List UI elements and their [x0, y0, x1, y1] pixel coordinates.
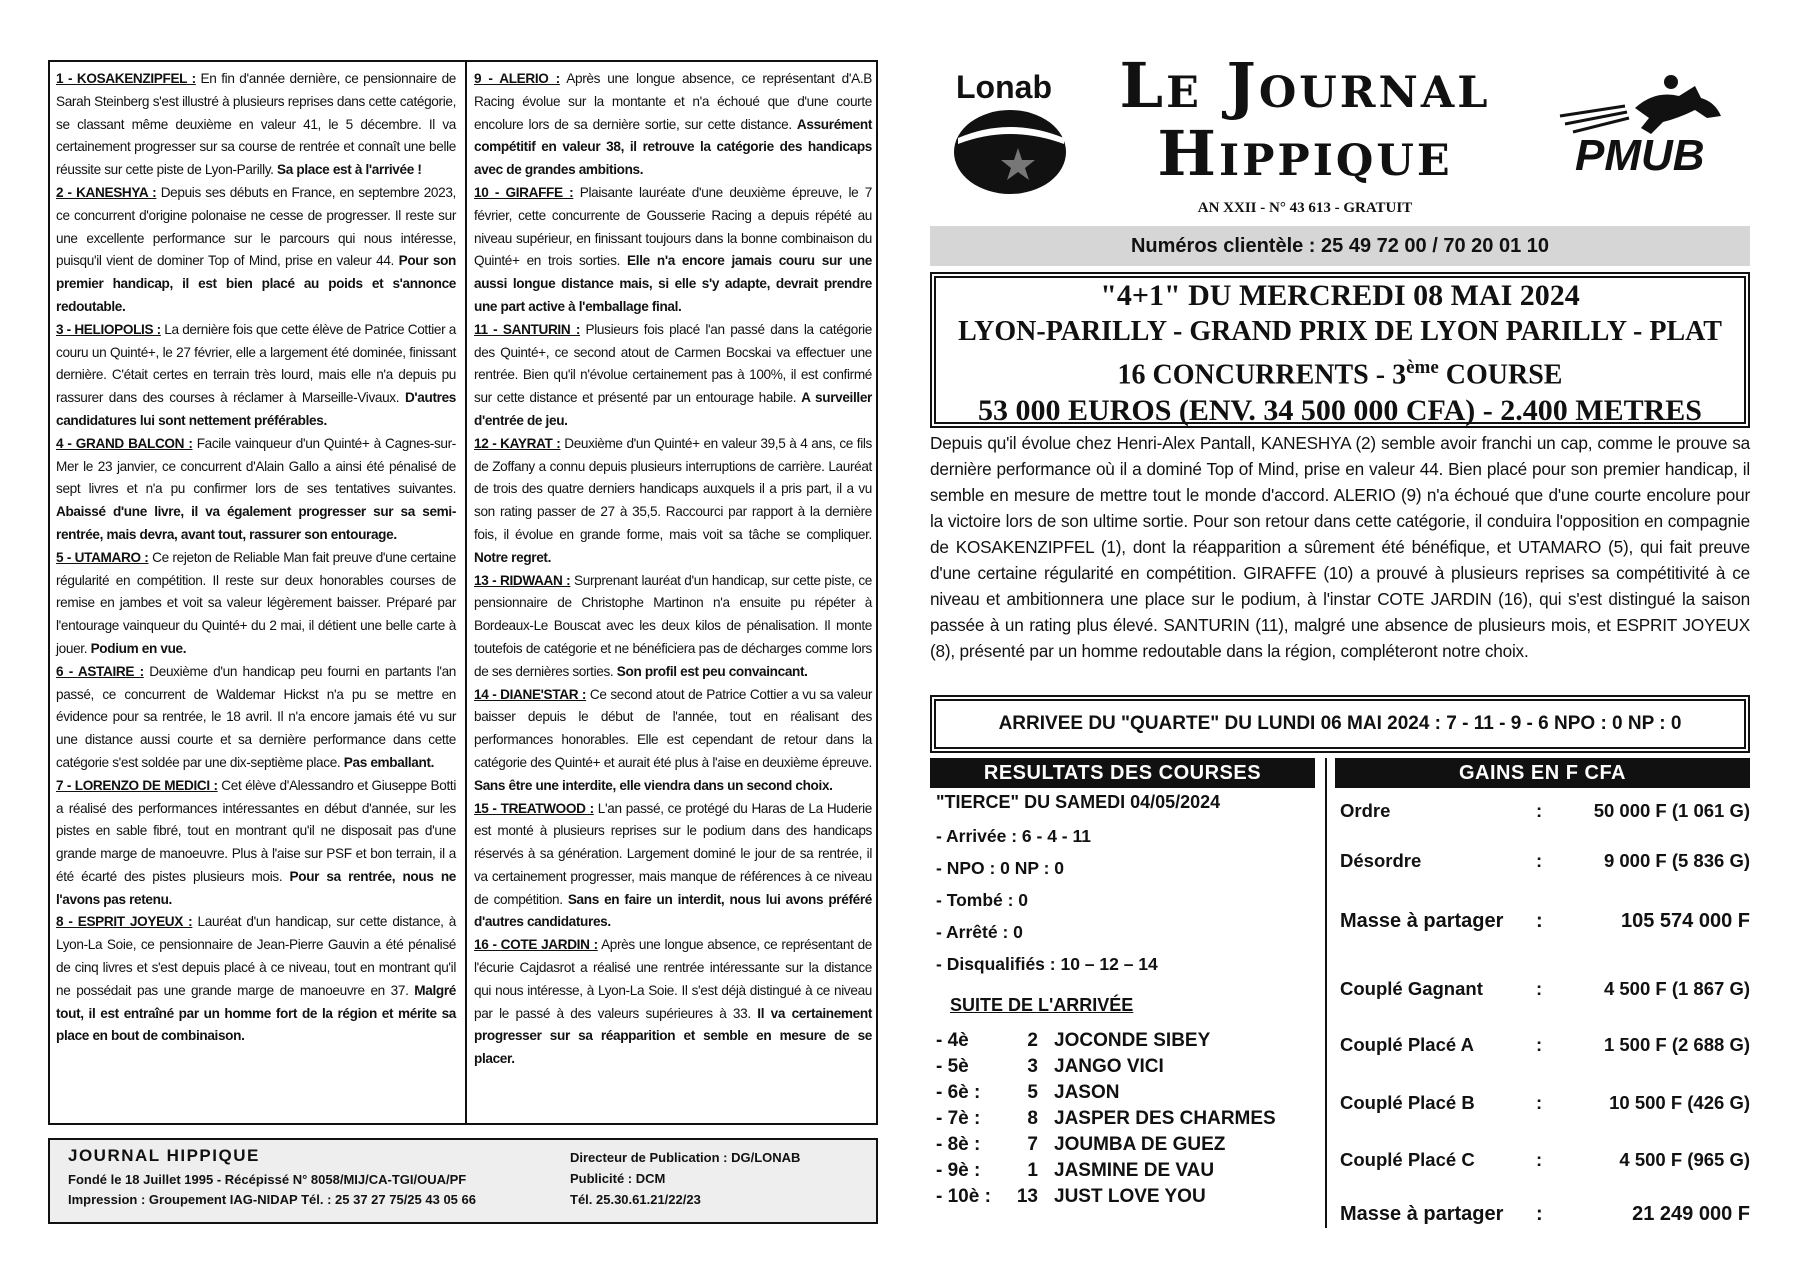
- horse-entry: [474, 798, 872, 935]
- horse-entry: [56, 547, 456, 661]
- horse-entry-verdict: Pour sa rentrée, nous ne l'avons pas retenu.: [56, 868, 456, 907]
- horse-entry-title: 13 - RIDWAAN :: [474, 572, 571, 588]
- horse-entry: [474, 182, 872, 319]
- footer-printing: Impression : Groupement IAG-NIDAP Tél. : 25 37 27 75/25 43 05 66: [68, 1192, 476, 1207]
- horse-entry: [474, 433, 872, 570]
- gain-label: Couplé Gagnant: [1340, 978, 1483, 999]
- horse-entry-title: 2 - KANESHYA :: [56, 184, 157, 200]
- race-line-3-b: COURSE: [1438, 359, 1563, 391]
- suite-horse-number: 13: [1016, 1186, 1038, 1207]
- horse-entry-text: Après une longue absence, ce représentant d'A.B Racing évolue sur la montante et n'a échoué que d'une courte encolure lors de sa dernière sortie, sur cette distance.: [474, 71, 872, 132]
- horse-entry-verdict: Sans en faire un interdit, nous lui avons préféré d'autres candidatures.: [474, 891, 872, 930]
- suite-horse-name: JASON: [1054, 1082, 1120, 1103]
- gain-colon: :: [1536, 910, 1543, 932]
- descriptions-column-right: [474, 68, 872, 1071]
- suite-horse-name: JASMINE DE VAU: [1054, 1160, 1215, 1181]
- race-line-4: 53 000 EUROS (ENV. 34 500 000 CFA) - 2.400 METRES: [978, 394, 1702, 428]
- race-line-3-a: 16 CONCURRENTS - 3: [1117, 359, 1407, 391]
- race-title-box: [930, 272, 1750, 428]
- gain-label: Ordre: [1340, 800, 1391, 821]
- suite-horse-number: 8: [1027, 1108, 1038, 1129]
- horse-entry: [474, 684, 872, 798]
- tierce-title: "TIERCE" DU SAMEDI 04/05/2024: [936, 792, 1221, 812]
- horse-entry-text: Plaisante lauréate d'une deuxième épreuve, le 7 février, cette concurrente de Gousserie Racing a depuis répété au niveau supérieur, en finissant toujours dans la bonne combinaison du Quinté+ en trois sorties.: [474, 184, 873, 269]
- horse-entry: [56, 319, 456, 433]
- gain-colon: :: [1536, 1149, 1543, 1170]
- suite-horse-name: JOCONDE SIBEY: [1054, 1030, 1211, 1051]
- horse-entry: [56, 182, 456, 319]
- race-line-3-sup: ème: [1406, 357, 1439, 378]
- horse-entry-text: Après une longue absence, ce représentant de l'écurie Cajdasrot a réalisé une rentrée intéressante sur la distance qui nous intéresse, à Lyon-La Soie. Il s'est déjà distingué à ce niveau par le passé à des valeurs supérieures à 33.: [474, 937, 872, 1021]
- suite-rank: - 5è: [936, 1056, 969, 1077]
- gain-value: 105 574 000 F: [1621, 910, 1750, 932]
- suite-rank: - 10è :: [936, 1186, 991, 1207]
- horse-entry-title: 1 - KOSAKENZIPFEL :: [56, 71, 196, 86]
- client-numbers-bar: Numéros clientèle : 25 49 72 00 / 70 20 01 10: [930, 226, 1750, 266]
- journal-title-line2: Hippique: [1157, 117, 1453, 190]
- horse-entry-text: La dernière fois que cette élève de Patrice Cottier a couru un Quinté+, le 27 février, elle a largement été dominée, finissant dernière. C'était certes en terrain très lourd, mais elle n'a depuis pu rassurer dans des courses à réclamer à Marseille-Vivaux.: [56, 321, 457, 406]
- horse-entry-verdict: Sans être une interdite, elle viendra dans un second choix.: [474, 777, 833, 793]
- horse-entry-title: 12 - KAYRAT :: [474, 435, 561, 451]
- horse-entry-verdict: D'autres candidatures lui sont nettement préférables.: [56, 390, 456, 428]
- gain-value: 21 249 000 F: [1632, 1203, 1750, 1225]
- horse-entry-verdict: Podium en vue.: [90, 640, 187, 656]
- horse-entry-text: Deuxième d'un handicap peu fourni en partants l'an passé, ce concurrent de Waldemar Hickst n'a pu se mettre en évidence pour sa rentrée, le 18 avril. Il n'a encore jamais été vu sur une distance aussi courte et sa dernière performance dans cette catégorie s'est soldée par une dix-septième place.: [56, 663, 456, 770]
- gain-label: Désordre: [1340, 850, 1422, 871]
- horse-entry-verdict: Son profil est peu convaincant.: [616, 663, 808, 679]
- suite-row: [936, 1056, 1164, 1078]
- pmub-logo-text: PMUB: [1575, 131, 1705, 178]
- publication-footer: [48, 1138, 878, 1224]
- footer-director: Directeur de Publication : DG/LONAB: [570, 1150, 801, 1165]
- horse-entry-text: Ce rejeton de Reliable Man fait preuve d'une certaine régularité en compétition. Il reste sur deux honorables courses de remise en jambes et voit sa valeur légèrement baisser. Préparé par l'entourage vainqueur du Quinté+ du 2 mai, il détient une belle carte à jouer.: [56, 549, 456, 656]
- horse-entry-title: 6 - ASTAIRE :: [56, 663, 144, 679]
- horse-entry-title: 10 - GIRAFFE :: [474, 184, 574, 200]
- horse-entry: [474, 68, 872, 182]
- pmub-logo: [1555, 68, 1735, 178]
- suite-horse-number: 2: [1027, 1030, 1038, 1051]
- suite-rank: - 7è :: [936, 1108, 981, 1129]
- horse-entry-verdict: Notre regret.: [474, 549, 552, 565]
- horse-entry: [474, 570, 872, 684]
- suite-horse-number: 7: [1027, 1134, 1038, 1155]
- suite-horse-name: JASPER DES CHARMES: [1054, 1108, 1276, 1129]
- horse-entry-text: Ce second atout de Patrice Cottier a vu sa valeur baisser depuis le début de l'année, tout en réalisant des performances honorables. Elle est cependant de retour dans la catégorie des Quinté+ et aurait été plus à l'aise en deuxième épreuve.: [474, 686, 873, 770]
- horse-entry: [474, 934, 872, 1071]
- race-line-3: [936, 350, 1744, 393]
- gain-label: Masse à partager: [1340, 910, 1504, 932]
- lonab-logo-text: Lonab: [956, 69, 1052, 105]
- horse-entry: [56, 911, 456, 1048]
- horse-entry-verdict: Assurément compétitif en valeur 38, il retrouve la catégorie des handicaps avec de grandes ambitions.: [474, 116, 872, 178]
- lonab-logo: [950, 60, 1080, 200]
- gain-colon: :: [1536, 1092, 1543, 1113]
- suite-horse-number: 3: [1027, 1056, 1038, 1077]
- gain-colon: :: [1536, 1203, 1543, 1225]
- suite-rank: - 4è: [936, 1030, 969, 1051]
- horse-entry-verdict: Pour son premier handicap, il est bien placé au poids et s'annonce redoutable.: [56, 253, 456, 314]
- result-line: - NPO : 0 NP : 0: [936, 858, 1065, 878]
- race-line-2: LYON-PARILLY - GRAND PRIX DE LYON PARILLY - PLAT: [958, 316, 1722, 347]
- journal-title: [1085, 49, 1525, 190]
- suite-rank: - 9è :: [936, 1160, 981, 1181]
- horse-entry-title: 3 - HELIOPOLIS :: [56, 321, 161, 337]
- horse-entry-verdict: Sa place est à l'arrivée !: [277, 162, 422, 178]
- suite-row: [936, 1082, 1119, 1104]
- suite-horse-number: 1: [1027, 1160, 1038, 1181]
- result-line: - Arrivée : 6 - 4 - 11: [936, 826, 1091, 846]
- horse-entry-text: En fin d'année dernière, ce pensionnaire de Sarah Steinberg s'est illustré à plusieurs reprises dans cette catégorie, se classant même deuxième en valeur 41, le 5 décembre. Il va certainement progresser sur sa course de rentrée et connaît une belle réussite sur cette piste de Lyon-Parilly.: [56, 71, 456, 178]
- journal-title-line1: Le Journal: [1119, 49, 1491, 122]
- gain-label: Couplé Placé C: [1340, 1149, 1475, 1170]
- gain-label: Couplé Placé B: [1340, 1092, 1475, 1113]
- horse-entry-verdict: Abaissé d'une livre, il va également progresser sur sa semi-rentrée, mais devra, avant tout, rassurer son entourage.: [56, 504, 456, 542]
- suite-arrivee-title: SUITE DE L'ARRIVÉE: [950, 995, 1134, 1015]
- results-divider: [1325, 758, 1327, 1228]
- suite-row: [936, 1186, 1206, 1208]
- horse-entry: [474, 319, 872, 433]
- horse-entry-title: 7 - LORENZO DE MEDICI :: [56, 777, 218, 793]
- horse-descriptions-box: [48, 60, 878, 1125]
- gain-colon: :: [1536, 1034, 1543, 1055]
- gain-value: 10 500 F (426 G): [1609, 1092, 1750, 1113]
- result-line: - Disqualifiés : 10 – 12 – 14: [936, 954, 1158, 974]
- issue-info: AN XXII - N° 43 613 - GRATUIT: [1197, 200, 1413, 216]
- gain-colon: :: [1536, 800, 1543, 821]
- suite-row: [936, 1134, 1225, 1156]
- suite-row: [936, 1030, 1210, 1052]
- result-line: - Tombé : 0: [936, 890, 1029, 910]
- horse-entry-text: Surprenant lauréat d'un handicap, sur cette piste, ce pensionnaire de Christophe Martinon n'a ensuite pu répéter à Bordeaux-Le Bouscat avec les deux kilos de pénalisation. Il monte toutefois de catégorie et ne bénéficiera pas de décharges comme lors de ses dernières sorties.: [474, 572, 873, 679]
- suite-horse-number: 5: [1027, 1082, 1038, 1103]
- suite-horse-name: JANGO VICI: [1054, 1056, 1164, 1077]
- descriptions-column-left: [56, 68, 456, 1048]
- gain-value: 4 500 F (1 867 G): [1603, 978, 1750, 999]
- horse-entry: [56, 775, 456, 912]
- horse-entry-text: Depuis ses débuts en France, en septembre 2023, ce concurrent d'origine polonaise ne cesse de progresser. Il reste sur une excellente performance sur le parcours qui nous intéresse, puisqu'il vient de dominer Top of Mind, prise en valeur 44.: [56, 184, 456, 269]
- suite-row: [936, 1160, 1214, 1182]
- horse-entry-text: Cet élève d'Alessandro et Giuseppe Botti a réalisé des performances intéressantes en début d'année, sur les pistes en sable fibré, tout en montrant qu'il ne disposait pas d'une grande marge de manoeuvre. Plus à l'aise sur PSF et bon terrain, il a été écarté des pistes plusieurs mois.: [56, 777, 456, 884]
- horse-entry: [56, 433, 456, 547]
- quarte-arrivee-box: ARRIVEE DU "QUARTE" DU LUNDI 06 MAI 2024 : 7 - 11 - 9 - 6 NPO : 0 NP : 0: [930, 695, 1750, 753]
- horse-entry-text: Facile vainqueur d'un Quinté+ à Cagnes-sur-Mer le 23 janvier, ce concurrent d'Alain Gallo a ainsi été pénalisé de sept livres et n'a pu confirmer lors de ses tentatives suivantes.: [56, 435, 456, 497]
- horse-entry-verdict: Pas emballant.: [343, 754, 435, 770]
- horse-entry-title: 16 - COTE JARDIN :: [474, 937, 598, 953]
- horse-entry-title: 4 - GRAND BALCON :: [56, 435, 193, 451]
- horse-entry-text: Plusieurs fois placé l'an passé dans la catégorie des Quinté+, ce second atout de Carmen Bocskai va effectuer une rentrée. Bien qu'il n'évolue certainement pas à 100%, il est confirmé sur cette distance et présenté par un entourage habile.: [474, 321, 872, 406]
- horse-entry-title: 8 - ESPRIT JOYEUX :: [56, 914, 193, 930]
- horse-entry-title: 5 - UTAMARO :: [56, 549, 149, 565]
- horse-entry: [56, 661, 456, 775]
- suite-rank: - 6è :: [936, 1082, 981, 1103]
- suite-horse-name: JUST LOVE YOU: [1054, 1186, 1206, 1207]
- horse-entry-verdict: Malgré tout, il est entraîné par un homme fort de la région et mérite sa place en bout de combinaison.: [56, 982, 456, 1044]
- gain-value: 1 500 F (2 688 G): [1603, 1034, 1750, 1055]
- horse-entry-verdict: Il va certainement progresser sur sa réapparition et semble en mesure de se placer.: [474, 1005, 873, 1067]
- suite-horse-name: JOUMBA DE GUEZ: [1054, 1134, 1226, 1155]
- horse-entry-verdict: Elle n'a encore jamais couru sur une aussi longue distance mais, si elle s'y adapte, devrait prendre une part active à l'emballage final.: [474, 253, 872, 314]
- gains-header: GAINS EN F CFA: [1335, 758, 1750, 788]
- footer-founded: Fondé le 18 Juillet 1995 - Récépissé N° 8058/MIJ/CA-TGI/OUA/PF: [68, 1172, 467, 1187]
- result-line: - Arrêté : 0: [936, 922, 1023, 942]
- gain-label: Masse à partager: [1340, 1203, 1504, 1225]
- horse-entry-verdict: A surveiller d'entrée de jeu.: [474, 390, 872, 428]
- horse-entry-text: Lauréat d'un handicap, sur cette distance, à Lyon-La Soie, ce pensionnaire de Jean-Pierre Gauvin a été pénalisé de cinq livres et s'est depuis placé à ce niveau, tout en montrant qu'il ne possédait pas une grande marge de manoeuvre en 37.: [56, 914, 456, 998]
- gain-value: 4 500 F (965 G): [1619, 1149, 1750, 1170]
- horse-entry-title: 15 - TREATWOOD :: [474, 800, 594, 816]
- suite-rank: - 8è :: [936, 1134, 981, 1155]
- column-divider: [465, 62, 467, 1123]
- horse-entry-title: 9 - ALERIO :: [474, 71, 560, 86]
- horse-entry: [56, 68, 456, 182]
- gain-value: 50 000 F (1 061 G): [1593, 800, 1750, 821]
- horse-entry-text: Deuxième d'un Quinté+ en valeur 39,5 à 4 ans, ce fils de Zoffany a connu depuis plusieurs interruptions de carrière. Lauréat de trois des quatre derniers handicaps auxquels il a pris part, il a vu son rating passer de 27 à 35,5. Raccourci par rapport à la dernière fois, il évolue en grande forme, mais voit sa tâche se compliquer.: [474, 435, 873, 542]
- prognosis-summary: Depuis qu'il évolue chez Henri-Alex Pantall, KANESHYA (2) semble avoir franchi un cap, comme le prouve sa dernière performance où il a dominé Top of Mind, prise en valeur 44. Bien placé pour son premier handicap, il semble en mesure de mettre tout le monde d'accord. ALERIO (9) n'a échoué que d'une courte encolure pour la victoire lors de son ultime sortie. Pour son retour dans cette catégorie, il conduira l'opposition en compagnie de KOSAKENZIPFEL (1), dont la réapparition a sûrement été bénéfique, et UTAMARO (5), qui fait preuve d'une certaine régularité en compétition. GIRAFFE (10) a prouvé à plusieurs reprises sa compétitivité à ce niveau et ambitionnera une place sur le podium, à l'instar COTE JARDIN (16), qui s'est distingué la saison passée à un rating plus élevé. SANTURIN (11), malgré une absence de plusieurs mois, et ESPRIT JOYEUX (8), présenté par un homme redoutable dans la région, compléteront notre choix.: [930, 433, 1750, 661]
- horse-entry-text: L'an passé, ce protégé du Haras de La Huderie est monté à plusieurs reprises sur le podium dans des handicaps réservés à sa génération. Largement dominé le jour de sa rentrée, il va certainement progresser, mais manque de références à ce niveau de compétition.: [474, 800, 872, 907]
- results-header: RESULTATS DES COURSES: [930, 758, 1315, 788]
- gain-label: Couplé Placé A: [1340, 1034, 1474, 1055]
- gain-value: 9 000 F (5 836 G): [1603, 850, 1750, 871]
- footer-title: JOURNAL HIPPIQUE: [68, 1146, 260, 1165]
- footer-publicite: Publicité : DCM: [570, 1171, 666, 1186]
- footer-tel: Tél. 25.30.61.21/22/23: [570, 1192, 701, 1207]
- gain-colon: :: [1536, 978, 1543, 999]
- jockey-horse-icon: [1635, 86, 1721, 134]
- suite-row: [936, 1108, 1276, 1130]
- gain-colon: :: [1536, 850, 1543, 871]
- race-line-1: "4+1" DU MERCREDI 08 MAI 2024: [1100, 279, 1580, 312]
- horse-entry-title: 14 - DIANE'STAR :: [474, 686, 587, 702]
- horse-entry-title: 11 - SANTURIN :: [474, 321, 581, 337]
